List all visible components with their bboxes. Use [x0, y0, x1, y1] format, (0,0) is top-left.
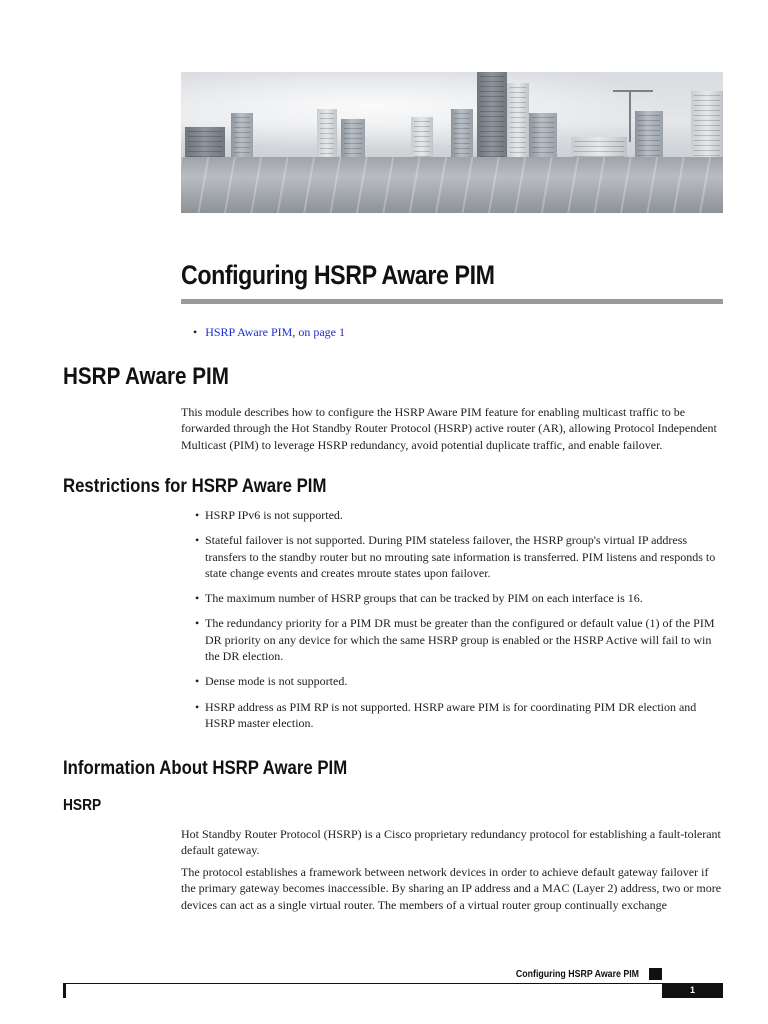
restrictions-heading: Restrictions for HSRP Aware PIM [63, 475, 327, 497]
footer-rule [63, 983, 662, 984]
list-item: • HSRP IPv6 is not supported. [195, 508, 343, 522]
list-item: • Stateful failover is not supported. During PIM stateless failover, the HSRP group's virtual IP address transfers to the standby router but no mrouting sate information is transferred. PIM listens and responds to state change events and creates mroute states upon failover. [195, 533, 716, 580]
chapter-toc [193, 325, 345, 340]
toc-item [193, 325, 345, 340]
chapter-title-rule [181, 299, 723, 304]
information-heading: Information About HSRP Aware PIM [63, 757, 348, 779]
list-item: • The redundancy priority for a PIM DR must be greater than the configured or default value (1) of the PIM DR priority on any device for which the same HSRP group is enabled or the HSRP Active will fail to win the DR election. [195, 616, 715, 664]
section-title: HSRP Aware PIM [63, 363, 229, 390]
list-item: • Dense mode is not supported. [195, 674, 348, 689]
page-number: 1 [662, 983, 723, 998]
toc-link-hsrp-aware-pim[interactable]: HSRP Aware PIM, on page 1 [205, 325, 345, 339]
list-item: • The maximum number of HSRP groups that can be tracked by PIM on each interface is 16. [195, 591, 643, 606]
footer-marker [649, 968, 662, 980]
list-item: • HSRP address as PIM RP is not supported. HSRP aware PIM is for coordinating PIM DR election and HSRP master election. [195, 699, 697, 730]
footer-chapter-title: Configuring HSRP Aware PIM [515, 969, 639, 980]
section-intro-paragraph: This module describes how to configure the HSRP Aware PIM feature for enabling multicast traffic to be forwarded through the Hot Standby Router Protocol (HSRP) active router (AR), allowing Protocol Independent Multicast (PIM) to leverage HSRP redundancy, avoid potential duplicate traffic, and enable failover. [181, 405, 717, 452]
footer-tick [63, 983, 66, 998]
hsrp-paragraph-2: The protocol establishes a framework between network devices in order to achieve default gateway failover if the primary gateway becomes inaccessible. By sharing an IP address and a MAC (Layer 2) address, two or more devices can act as a single virtual router. The members of a virtual router group continually exchange [181, 865, 722, 912]
hsrp-subheading: HSRP [63, 797, 102, 814]
chapter-title: Configuring HSRP Aware PIM [181, 260, 495, 290]
restrictions-list [195, 507, 725, 740]
hsrp-paragraph-1: Hot Standby Router Protocol (HSRP) is a Cisco proprietary redundancy protocol for establishing a fault-tolerant default gateway. [181, 827, 721, 858]
chapter-banner-image [181, 72, 723, 213]
